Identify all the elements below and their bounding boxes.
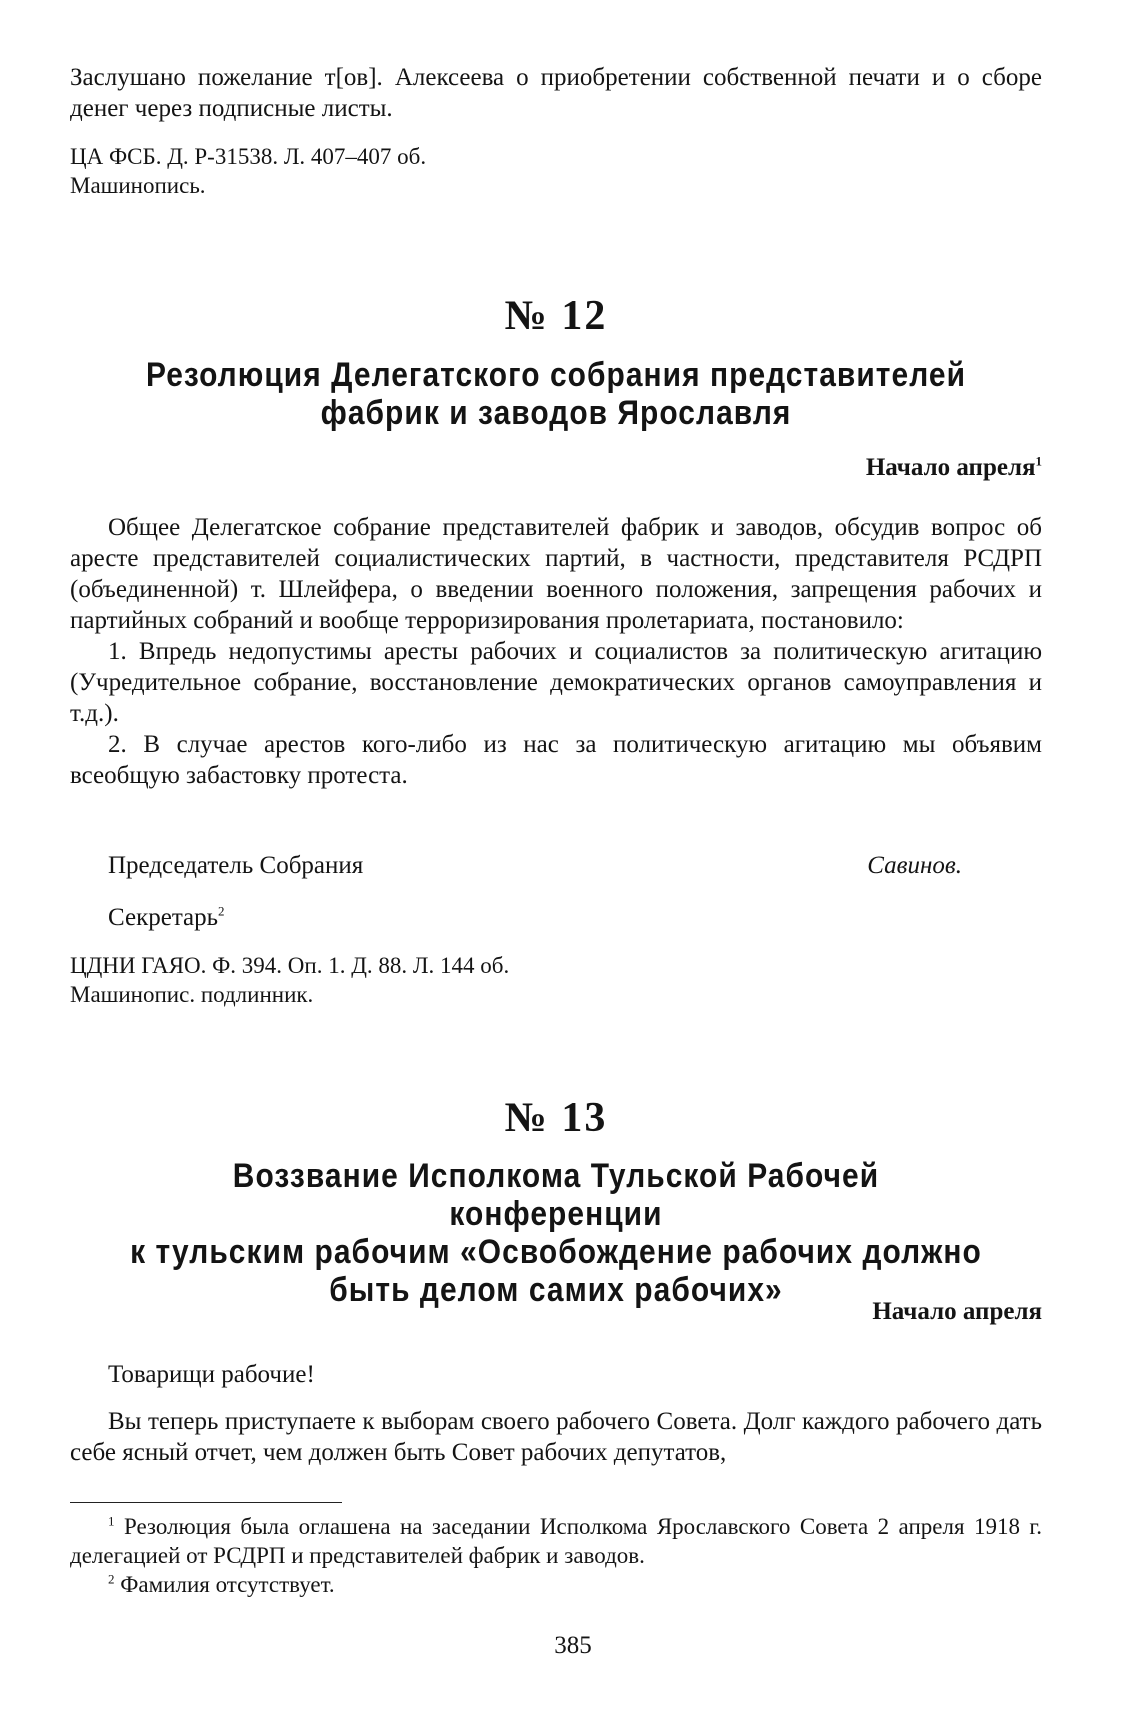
doc13-greeting: Товарищи рабочие! xyxy=(108,1361,315,1388)
doc13-title xyxy=(128,1157,983,1309)
doc12-title xyxy=(128,356,983,432)
footnote-2 xyxy=(70,1570,1042,1599)
footnote-1-mark: 1 xyxy=(108,1513,115,1529)
doc13-paragraph: Вы теперь приступаете к выборам своего рабочего Совета. Долг каждого рабочего дать себе ясный отчет, чем должен быть Совет рабочих депутатов, xyxy=(70,1408,1042,1466)
doc12-point2: 2. В случае арестов кого-либо из нас за политическую агитацию мы объявим всеобщую забастовку протеста. xyxy=(70,731,1042,789)
footnote-2-text: Фамилия отсутствует. xyxy=(120,1572,335,1597)
doc12-date xyxy=(866,454,1042,482)
doc12-point1: 1. Впредь недопустимы аресты рабочих и социалистов за политическую агитацию (Учредительное собрание, восстановление демократических органов самоуправления и т.д.). xyxy=(70,638,1042,727)
chair-label: Председатель Собрания xyxy=(108,852,364,879)
secretary-label: Секретарь xyxy=(108,904,219,931)
doc12-date-footnote-mark: 1 xyxy=(1035,453,1042,469)
doc13-date: Начало апреля xyxy=(872,1298,1042,1325)
footnote-1-text: Резолюция была оглашена на заседании Исполкома Ярославского Совета 2 апреля 1918 г. делегацией от РСДРП и представителей фабрик и заводов. xyxy=(70,1514,1043,1568)
doc12-title-line1: Резолюция Делегатского собрания представителей xyxy=(145,356,967,394)
format-note: Машинопись. xyxy=(70,173,206,198)
doc13-title-line1: Воззвание Исполкома Тульской Рабочей конференции xyxy=(232,1157,880,1233)
doc13-number: № 13 xyxy=(504,1095,608,1141)
doc12-archive-reference: ЦДНИ ГАЯО. Ф. 394. Оп. 1. Д. 88. Л. 144 об. xyxy=(70,953,510,978)
page-number: 385 xyxy=(554,1632,592,1659)
doc12-body xyxy=(70,512,1042,791)
doc13-body xyxy=(70,1359,1042,1468)
footnotes xyxy=(70,1512,1042,1599)
doc12-title-line2: фабрик и заводов Ярославля xyxy=(320,394,792,432)
top-section xyxy=(70,62,1042,200)
intro-paragraph: Заслушано пожелание т[ов]. Алексеева о приобретении собственной печати и о сборе денег через подписные листы. xyxy=(70,64,1042,122)
doc12-number: № 12 xyxy=(504,293,608,339)
doc13-title-line2: к тульским рабочим «Освобождение рабочих должно xyxy=(130,1233,982,1271)
footnote-divider xyxy=(70,1502,342,1503)
doc12-secretary xyxy=(70,902,1042,933)
footnote-1 xyxy=(70,1512,1042,1570)
chair-name: Савинов. xyxy=(867,852,962,879)
footnote-2-mark: 2 xyxy=(108,1571,115,1587)
secretary-footnote-mark: 2 xyxy=(218,903,225,919)
doc12-paragraph: Общее Делегатское собрание представителей фабрик и заводов, обсудив вопрос об аресте представителей социалистических партий, в частности, представителя РСДРП (объединенной) т. Шлейфера, о введении военного положения, запрещения рабочих и партийных собраний и вообще терроризирования пролетариата, постановило: xyxy=(70,514,1042,634)
doc12-date-text: Начало апреля xyxy=(865,454,1036,481)
doc13-title-line3: быть делом самих рабочих» xyxy=(329,1271,783,1309)
doc12-chair-signature xyxy=(70,850,1042,881)
archive-reference: ЦА ФСБ. Д. Р-31538. Л. 407–407 об. xyxy=(70,144,427,169)
doc12-source xyxy=(70,951,1042,1009)
doc12-format-note: Машинопис. подлинник. xyxy=(70,982,314,1007)
